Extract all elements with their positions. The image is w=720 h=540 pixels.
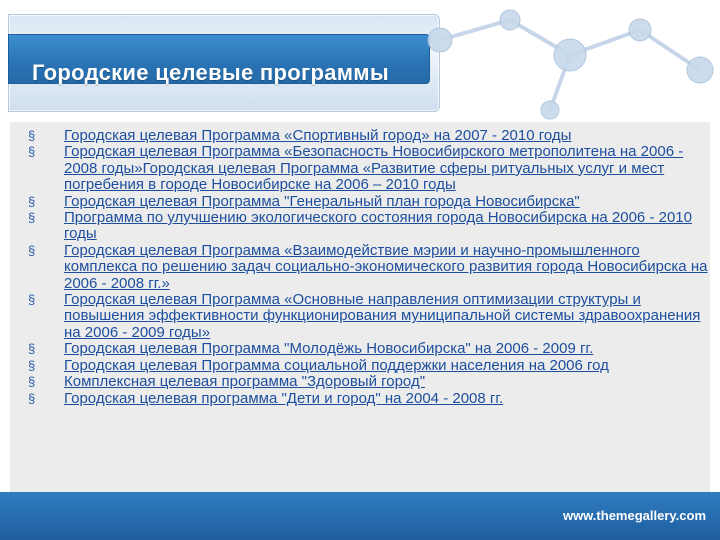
program-list-item[interactable] — [28, 144, 708, 193]
program-title: Комплексная целевая программа "Здоровый город" — [64, 373, 426, 391]
program-list-item[interactable] — [28, 358, 708, 374]
molecule-decoration — [400, 0, 720, 130]
bullet-marker-icon: § — [28, 341, 36, 357]
program-list-item[interactable] — [28, 341, 708, 357]
program-title: Городская целевая Программа «Взаимодействие мэрии и научно-промышленного комплекса по решению задач социально-экономического развития города Новосибирска на 2006 - 2008 гг.» — [64, 241, 708, 292]
program-title: Городская целевая Программа социальной поддержки населения на 2006 год — [64, 356, 609, 374]
program-list — [28, 128, 708, 407]
program-list-item[interactable] — [28, 391, 708, 407]
program-list-item[interactable] — [28, 210, 708, 243]
bullet-marker-icon: § — [28, 357, 36, 373]
slide-title: Городские целевые программы — [32, 60, 389, 85]
program-list-item[interactable] — [28, 194, 708, 210]
program-list-item[interactable] — [28, 243, 708, 292]
program-list-item[interactable] — [28, 374, 708, 390]
program-title: Городская целевая Программа «Безопасность Новосибирского метрополитена на 2006 - 2008 годы»Городская целевая Программа «Развитие сферы ритуальных услуг и мест погребения в городе Новосибирске на 2006 – 2010 годы — [64, 143, 684, 194]
bullet-marker-icon: § — [28, 242, 36, 258]
bullet-marker-icon: § — [28, 210, 36, 226]
bullet-marker-icon: § — [28, 193, 36, 209]
program-title: Программа по улучшению экологического состояния города Новосибирска на 2006 - 2010 годы — [64, 209, 692, 243]
program-list-item[interactable] — [28, 292, 708, 341]
bullet-marker-icon: § — [28, 144, 36, 160]
bullet-marker-icon: § — [28, 374, 36, 390]
bullet-marker-icon: § — [28, 128, 36, 143]
program-list-item[interactable] — [28, 128, 708, 144]
program-title: Городская целевая Программа "Молодёжь Новосибирска" на 2006 - 2009 гг. — [64, 340, 594, 358]
program-title: Городская целевая Программа "Генеральный план города Новосибирска" — [64, 192, 580, 210]
program-title: Городская целевая программа "Дети и город" на 2004 - 2008 гг. — [64, 389, 504, 407]
footer-url: www.themegallery.com — [562, 508, 706, 523]
program-title: Городская целевая Программа «Основные направления оптимизации структуры и повышения эффективности функционирования муниципальной системы здравоохранения на 2006 - 2009 годы» — [64, 291, 701, 341]
bullet-marker-icon: § — [28, 292, 36, 308]
bullet-marker-icon: § — [28, 390, 36, 406]
program-title: Городская целевая Программа «Спортивный город» на 2007 - 2010 годы — [64, 127, 572, 144]
